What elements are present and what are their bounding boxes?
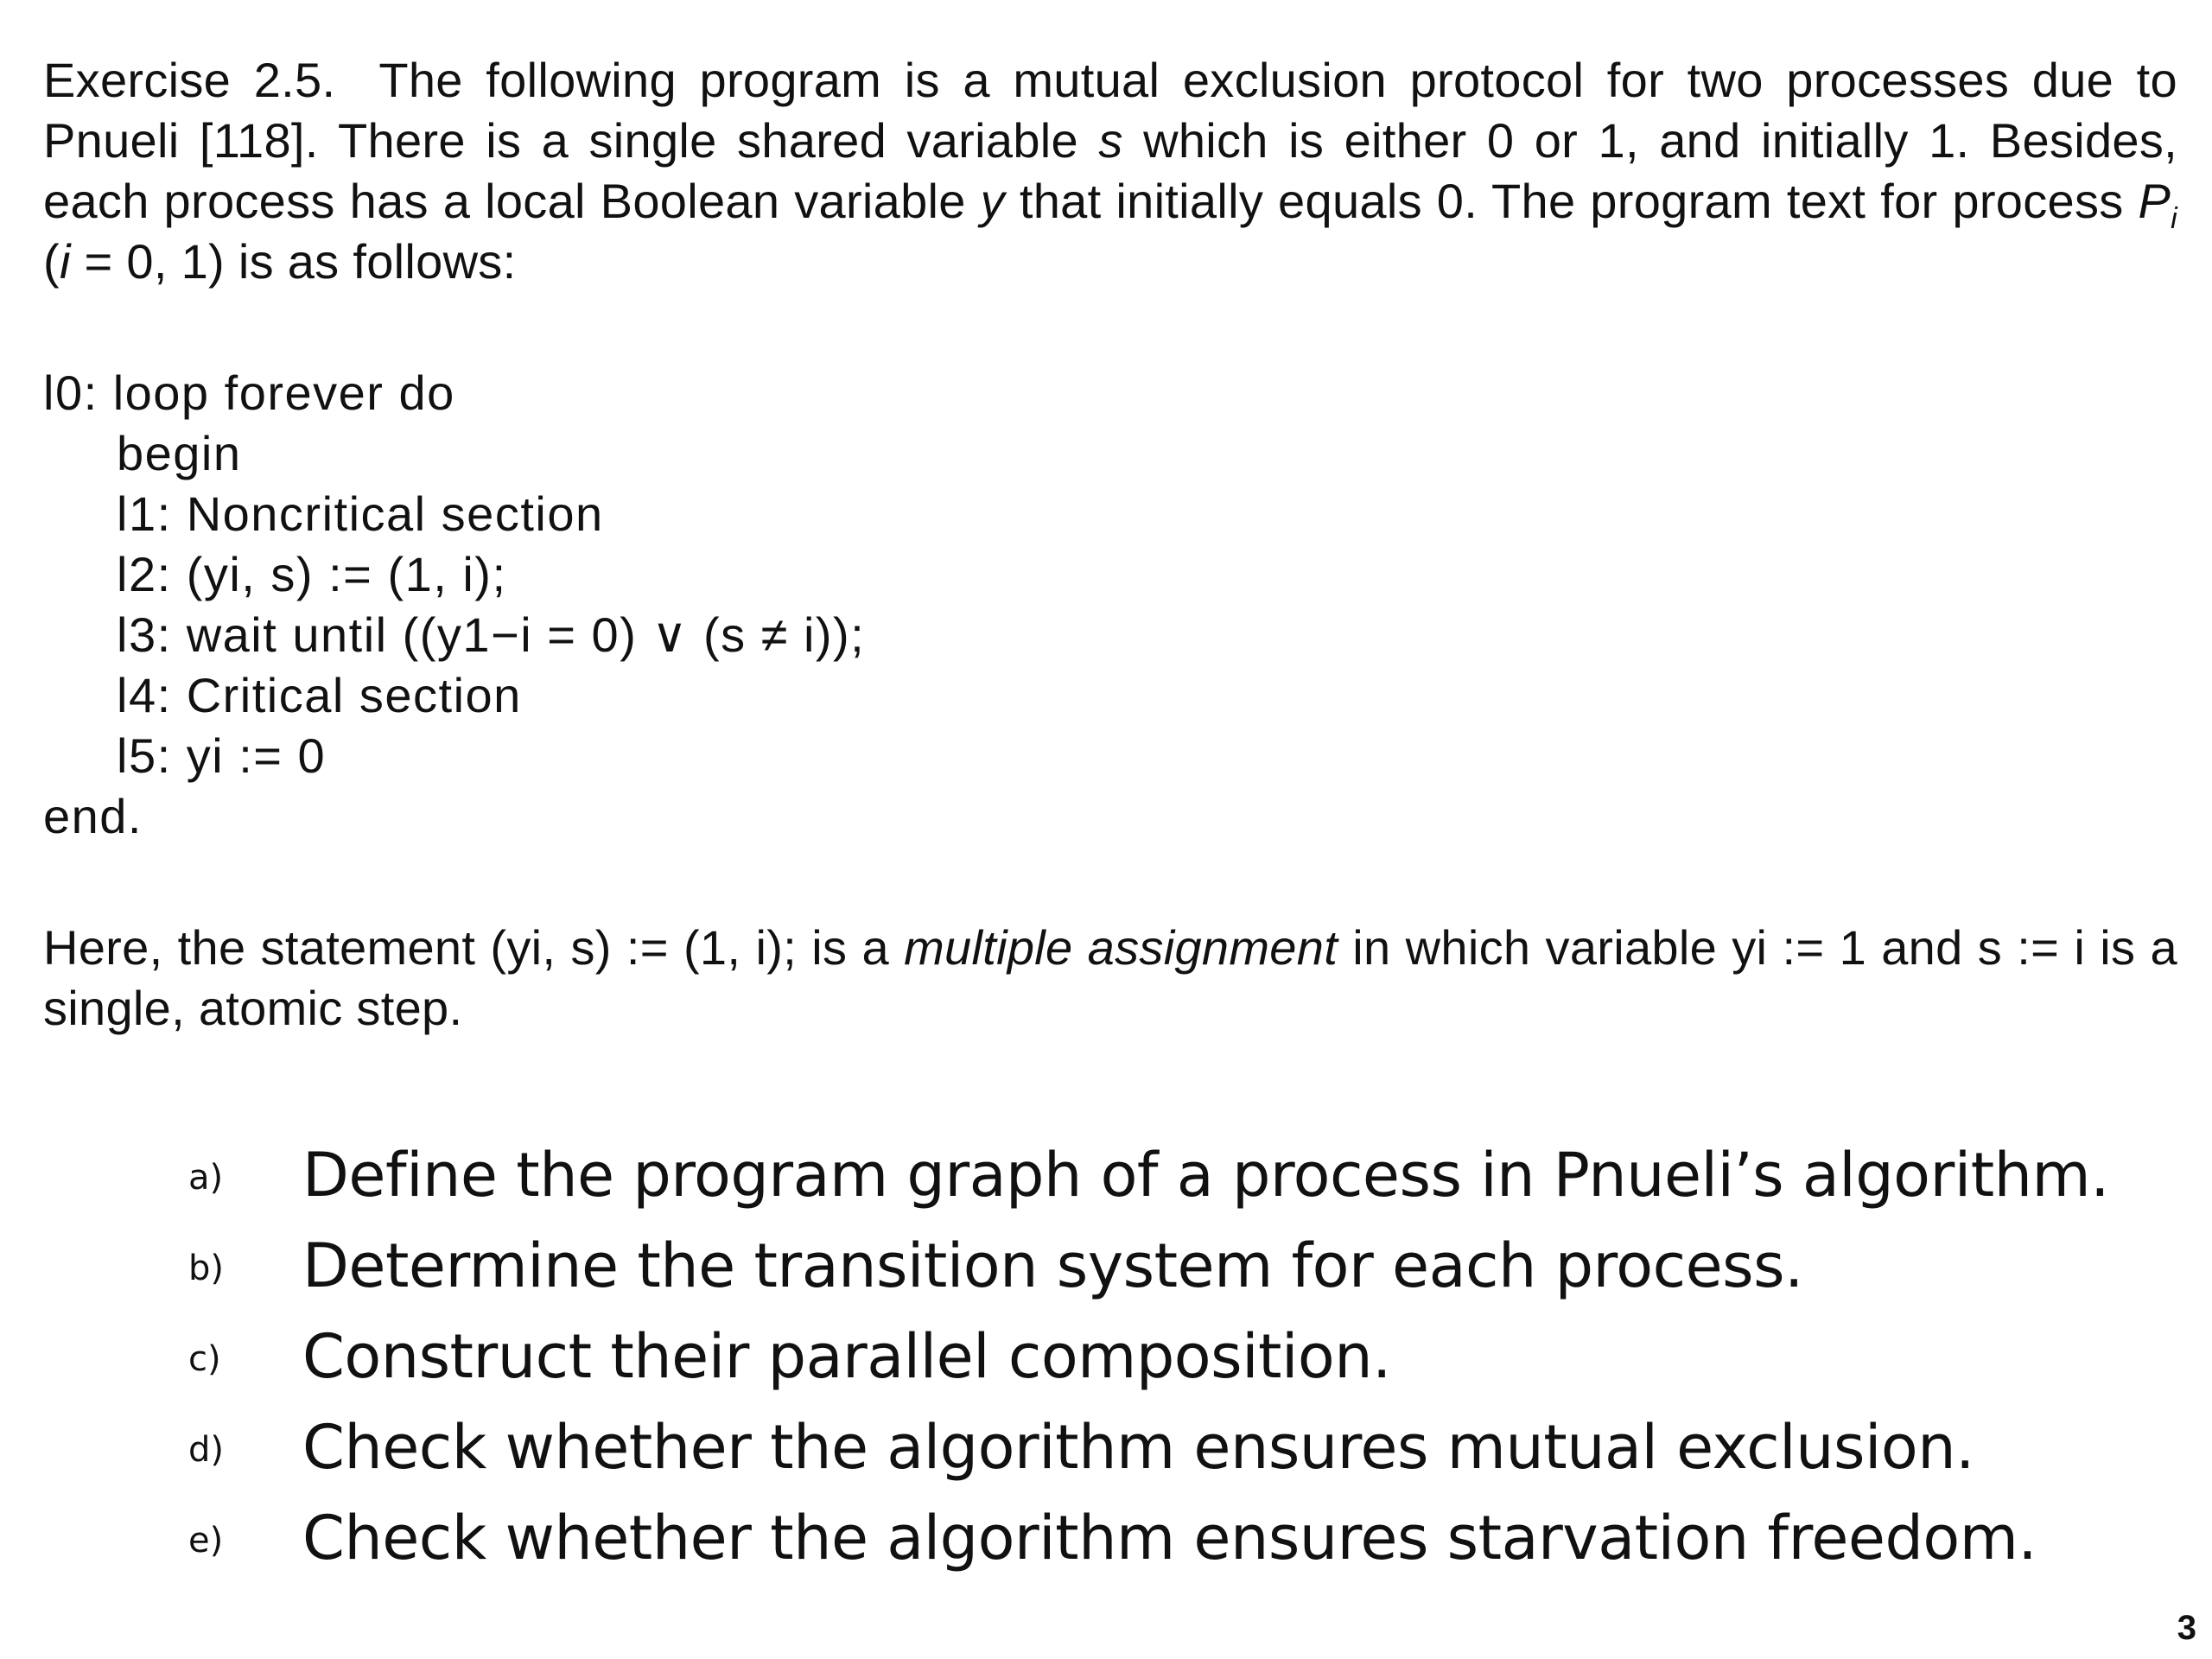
note-emphasis: multiple assignment [904,920,1338,975]
multiple-assignment-note [43,918,2177,1039]
question-marker: a) [188,1158,224,1198]
code-line-l1: l1: Noncritical section [117,486,604,541]
question-marker: c) [188,1339,221,1379]
page-number: 3 [2177,1609,2196,1647]
question-text: Check whether the algorithm ensures mutual exclusion. [302,1412,1974,1483]
process-subscript: i [2171,202,2177,235]
code-line-end: end. [43,789,143,843]
code-line-l2: l2: (yi, s) := (1, i); [117,547,507,601]
code-line-l5: l5: yi := 0 [117,728,327,783]
var-i: i [59,234,71,289]
code-line-begin: begin [117,426,242,480]
question-text: Define the program graph of a process in Pnueli’s algorithm. [302,1140,2109,1211]
question-item [0,1495,2212,1581]
question-marker: b) [188,1249,224,1288]
question-item [0,1404,2212,1491]
question-marker: d) [188,1430,224,1470]
code-line-l0: l0: loop forever do [43,365,455,420]
program-listing [43,363,865,847]
question-text: Determine the transition system for each process. [302,1230,1803,1301]
question-item [0,1132,2212,1218]
exercise-intro [43,50,2177,292]
var-y: y [980,174,1005,228]
intro-text: = 0, 1) is as follows: [70,234,517,289]
intro-text: ( [43,234,60,289]
intro-text: which is either 0 or 1, and initially 1. Besides, each process has a local Boolean variable [43,113,2177,228]
question-marker: e) [188,1521,224,1560]
process-symbol: P [2138,174,2171,228]
code-line-l4: l4: Critical section [117,668,522,722]
code-line-l3: l3: wait until ((y1−i = 0) ∨ (s ≠ i)); [117,607,866,662]
intro-text: that initially equals 0. The program text for process [1004,174,2139,228]
question-item [0,1223,2212,1309]
note-text: in which variable yi := 1 and s := i is a single, atomic step. [43,920,2177,1035]
question-item [0,1313,2212,1400]
intro-text: The following program is a mutual exclusion protocol for two processes due to Pnueli [118]. There is a single shared variable [43,53,2177,168]
note-text: Here, the statement (yi, s) := (1, i); is a [43,920,905,975]
question-text: Check whether the algorithm ensures starvation freedom. [302,1503,2037,1573]
var-s: s [1098,113,1123,168]
exercise-label: Exercise 2.5. [43,53,336,107]
question-text: Construct their parallel composition. [302,1321,1391,1392]
